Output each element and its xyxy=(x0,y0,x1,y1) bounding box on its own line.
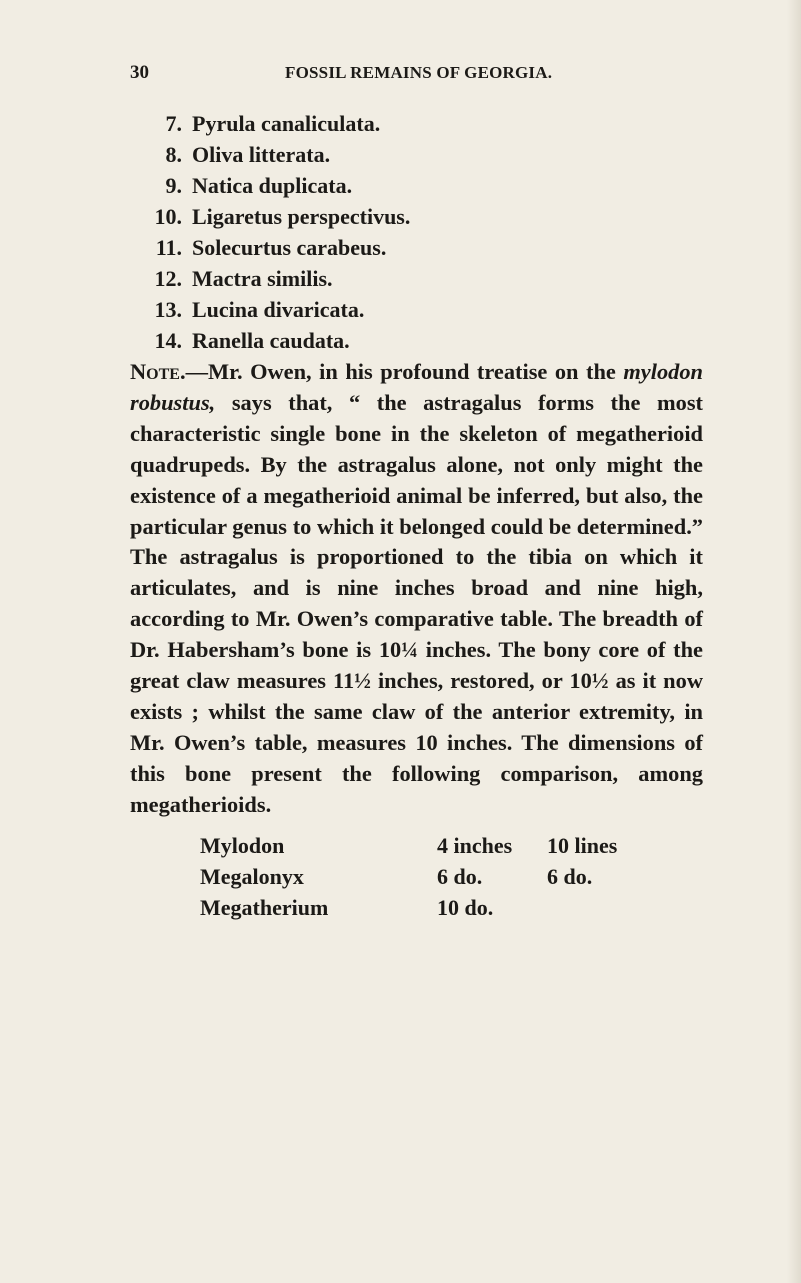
species-number: 14. xyxy=(154,328,182,353)
note-paragraph xyxy=(130,357,703,821)
comparison-genus: Mylodon xyxy=(200,833,285,858)
species-number: 11. xyxy=(155,235,182,260)
species-number: 8. xyxy=(165,142,182,167)
species-number: 13. xyxy=(154,297,182,322)
species-name: Ranella caudata. xyxy=(192,328,350,353)
page-number: 30 xyxy=(130,62,149,83)
comparison-genus: Megalonyx xyxy=(200,864,304,889)
species-item xyxy=(130,201,690,232)
species-name: Mactra similis. xyxy=(192,266,333,291)
species-number: 12. xyxy=(154,266,182,291)
comparison-value-2: 6 do. xyxy=(547,864,593,889)
species-number: 10. xyxy=(154,204,182,229)
note-text-intro: —Mr. Owen, in his profound treatise on the xyxy=(185,359,624,384)
comparison-row xyxy=(200,892,700,923)
note-label: Note. xyxy=(130,359,186,384)
comparison-row xyxy=(200,830,700,861)
species-number: 7. xyxy=(165,111,182,136)
species-name: Ligaretus perspectivus. xyxy=(192,204,411,229)
note-species-italic: mylodon robustus, xyxy=(130,359,703,415)
species-name: Oliva litterata. xyxy=(192,142,331,167)
species-name: Natica duplicata. xyxy=(192,173,353,198)
species-item xyxy=(130,170,690,201)
comparison-value-1: 10 do. xyxy=(437,895,494,920)
species-item xyxy=(130,232,690,263)
species-item xyxy=(130,263,690,294)
species-item xyxy=(130,294,690,325)
species-name: Lucina divaricata. xyxy=(192,297,365,322)
species-number: 9. xyxy=(165,173,182,198)
species-item xyxy=(130,108,690,139)
running-head xyxy=(130,62,710,88)
comparison-value-1: 4 inches xyxy=(437,833,513,858)
species-item xyxy=(130,325,690,356)
species-item xyxy=(130,139,690,170)
species-list xyxy=(130,108,690,356)
note-text-body: says that, “ the astragalus forms the most characteristic single bone in the skeleton of megatherioid quadrupeds. By the astragalus alone, not only might the existence of a megatherioid animal be inferred, but also, the particular genus to which it belonged could be determined.” The astragalus is proportioned to the tibia on which it articulates, and is nine inches broad and nine high, according to Mr. Owen’s comparative table. The breadth of Dr. Habersham’s bone is 10¼ inches. The bony core of the great claw measures 11½ inches, restored, or 10½ as it now exists ; whilst the same claw of the anterior extremity, in Mr. Owen’s table, measures 10 inches. The dimensions of this bone present the following comparison, among megatherioids. xyxy=(130,389,703,817)
running-title: FOSSIL REMAINS OF GEORGIA. xyxy=(285,63,553,82)
comparison-genus: Megatherium xyxy=(200,895,329,920)
page-edge-shadow xyxy=(787,0,801,1283)
comparison-table xyxy=(200,830,700,923)
comparison-value-2: 10 lines xyxy=(547,833,618,858)
comparison-value-1: 6 do. xyxy=(437,864,483,889)
species-name: Solecurtus carabeus. xyxy=(192,235,387,260)
comparison-row xyxy=(200,861,700,892)
species-name: Pyrula canaliculata. xyxy=(192,111,381,136)
